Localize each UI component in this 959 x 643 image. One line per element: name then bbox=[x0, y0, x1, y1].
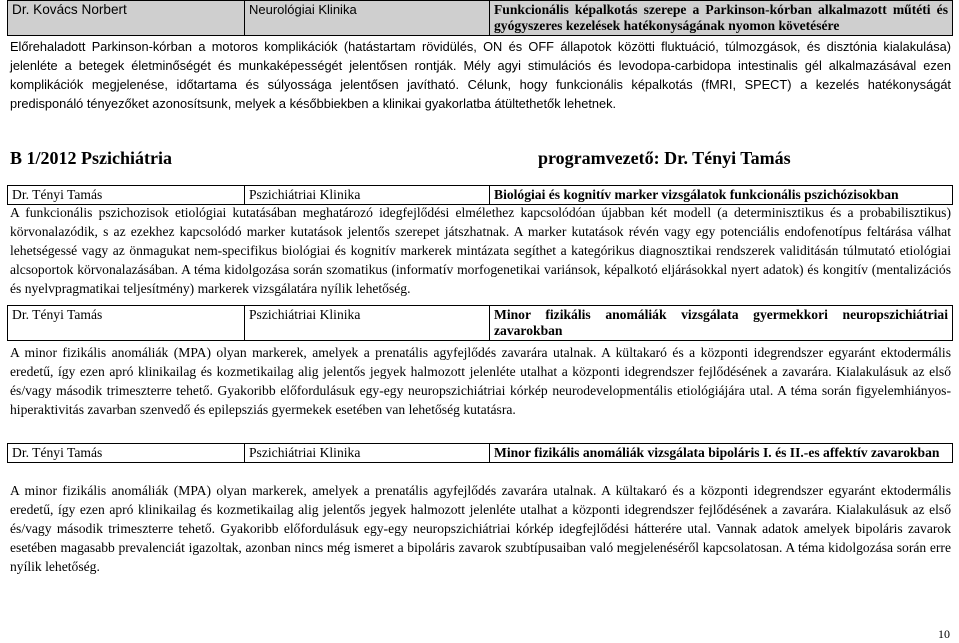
topic-description: A funkcionális pszichozisok etiológiai kutatásában meghatározó idegfejlődési elmélethez kapcsolódóan újabban két modell (a determinisztikus és a probabilisztikus) körvonalazódik, s az ezekhez kapcsolódó marker kutatások jelentős szerepet játszhatnak. A marker kutatások révén vagy egy potenciális endofenotípus feltárása válhat lehetségessé vagy az önmagukat nem-specifikus biológiai és kognitív markerek mintázata segíthet a kategórikus diagnosztikai rendszerek validitásán túlmutató etiológiai alcsoportok körvonalazásában. A téma kidolgozása során szomatikus (informatív morfogenetikai variánsok, képalkotó eljárásokkal nyert adatok) és kongitív (mentalizációs és nyelvpragmatikai teljesítmény) markerek vizsgálatára nyílik lehetőség. bbox=[10, 205, 951, 296]
topic-title: Minor fizikális anomáliák vizsgálata bipoláris I. és II.-es affektív zavarokban bbox=[490, 444, 953, 463]
topic-author: Dr. Kovács Norbert bbox=[8, 1, 245, 36]
section-code: B 1/2012 Pszichiátria bbox=[10, 148, 172, 168]
program-leader: programvezető: Dr. Tényi Tamás bbox=[538, 148, 791, 168]
topic-header-row bbox=[7, 443, 953, 463]
topic-header-row bbox=[7, 185, 953, 205]
topic-author: Dr. Tényi Tamás bbox=[8, 306, 245, 341]
topic-description: A minor fizikális anomáliák (MPA) olyan markerek, amelyek a prenatális agyfejlődés zavarára utalnak. A kültakaró és a központi idegrendszer egyaránt ektodermális eredetű, így ezen apró klinikailag és kozmetikailag alig jelentős jegyek halmozott jelenléte utalhat a központi idegrendszer fejlődésének a zavarára. Kialakulásuk az első és/vagy második trimeszterre tehető. Gyakoribb előfordulásuk egy-egy neuropszichiátriai kórkép neurodevelopmentális etiológiájára utal. A téma során figyelemhiányos-hiperaktivitás zavarban szenvedő és epilepsziás gyermekek esetében van lehetőség kutatásra. bbox=[10, 345, 951, 417]
topic-department: Pszichiátriai Klinika bbox=[245, 306, 490, 341]
topic-header-row bbox=[7, 0, 953, 36]
topic-department: Neurológiai Klinika bbox=[245, 1, 490, 36]
topic-description: Előrehaladott Parkinson-kórban a motoros komplikációk (hatástartam rövidülés, ON és OFF állapotok közötti fluktuáció, túlmozgások, és disztónia kialakulása) jelenléte a betegek életminőségét és munkaképességét jelentősen rontják. Mély agyi stimulációs és levodopa-carbidopa intestinalis gél alkalmazásával ezen komplikációk megjelenése, időtartama és súlyossága jelentősen javítható. Célunk, hogy funkcionális képalkotás (fMRI, SPECT) a kezelés hatékonyságát predisponáló tényezőket azonosítsunk, melyek a későbbiekben a klinikai gyakorlatba átültethetők lehetnek. bbox=[10, 39, 951, 111]
topic-department: Pszichiátriai Klinika bbox=[245, 186, 490, 205]
topic-title: Funkcionális képalkotás szerepe a Parkinson-kórban alkalmazott műtéti és gyógyszeres kezelések hatékonyságának nyomon követésére bbox=[490, 1, 953, 36]
topic-header-row bbox=[7, 305, 953, 341]
topic-title: Biológiai és kognitív marker vizsgálatok funkcionális pszichózisokban bbox=[490, 186, 953, 205]
topic-department: Pszichiátriai Klinika bbox=[245, 444, 490, 463]
topic-description: A minor fizikális anomáliák (MPA) olyan markerek, amelyek a prenatális agyfejlődés zavarára utalnak. A kültakaró és a központi idegrendszer egyaránt ektodermális eredetű, így ezen apró klinikailag és kozmetikailag alig jelentős jegyek halmozott jelenléte utalhat a központi idegrendszer fejlődésének a zavarára. Kialakulásuk az első és/vagy második trimeszterre tehető. Gyakoribb előfordulásuk egy-egy neuropszichiátriai kórkép idegfejlődési hátterére utal. Vannak adatok amelyek bipoláris zavarok esetében magasabb prevalenciát igazoltak, azonban nincs még ismeret a bipoláris zavarok szubtípusaiban való megjelenéséről kapcsolatosan. A téma kidolgozása során erre nyílik lehetőség. bbox=[10, 483, 951, 574]
page-number: 10 bbox=[938, 627, 950, 641]
topic-author: Dr. Tényi Tamás bbox=[8, 186, 245, 205]
topic-author: Dr. Tényi Tamás bbox=[8, 444, 245, 463]
topic-title: Minor fizikális anomáliák vizsgálata gyermekkori neuropszichiátriai zavarokban bbox=[490, 306, 953, 341]
